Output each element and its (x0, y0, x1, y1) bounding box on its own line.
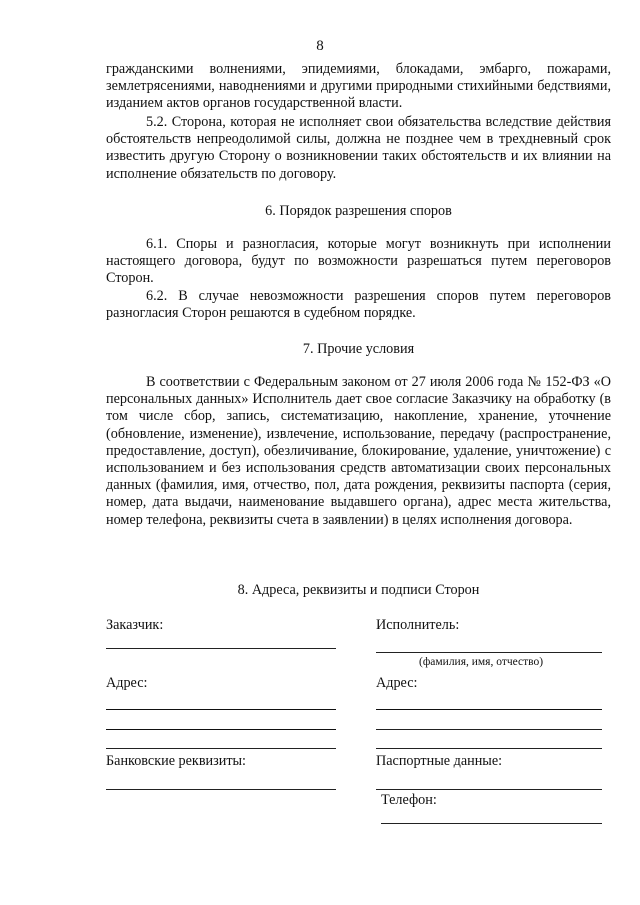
executor-label: Исполнитель: (376, 617, 460, 633)
executor-address-line-2[interactable] (376, 729, 602, 730)
section-8-title: 8. Адреса, реквизиты и подписи Сторон (237, 582, 480, 598)
personal-data-clause (106, 374, 611, 529)
section-7-title: 7. Прочие условия (302, 341, 415, 357)
clause-5-2-text: 5.2. Сторона, которая не исполняет свои обязательства вследствие действия обстоятельств непреодолимой силы, должна не позднее чем в трехдневный срок известить другую Сторону о возникновении таких обстоятельств и их влиянии на исполнение обязательств по договору. (106, 114, 611, 182)
bank-details-label: Банковские реквизиты: (106, 753, 246, 769)
customer-address-line-3[interactable] (106, 748, 336, 749)
section-6-title: 6. Порядок разрешения споров (265, 203, 452, 219)
phone-line[interactable] (381, 823, 602, 824)
clause-6-1 (106, 236, 611, 288)
customer-address-line-1[interactable] (106, 709, 336, 710)
customer-address-line-2[interactable] (106, 729, 336, 730)
executor-address-label: Адрес: (376, 675, 418, 691)
executor-address-line-1[interactable] (376, 709, 602, 710)
customer-label: Заказчик: (106, 617, 164, 633)
clause-6-1-text: 6.1. Споры и разногласия, которые могут возникнуть при исполнении настоящего договора, будут по возможности разрешаться путем переговоров Сторон. (106, 236, 611, 287)
passport-label: Паспортные данные: (376, 753, 503, 769)
clause-6-2 (106, 288, 611, 322)
force-majeure-text: гражданскими волнениями, эпидемиями, блокадами, эмбарго, пожарами, землетрясениями, наводнениями и другими природными стихийными бедствиями, изданием актов органов государственной власти. (106, 61, 611, 112)
passport-line[interactable] (376, 789, 602, 790)
executor-name-line[interactable] (376, 652, 602, 653)
executor-address-line-3[interactable] (376, 748, 602, 749)
force-majeure-continuation (106, 61, 611, 113)
page-number: 8 (316, 38, 324, 54)
customer-address-label: Адрес: (106, 675, 148, 691)
fio-caption: (фамилия, имя, отчество) (419, 656, 544, 668)
clause-6-2-text: 6.2. В случае невозможности разрешения споров путем переговоров разногласия Сторон решаются в судебном порядке. (106, 288, 611, 322)
bank-details-line[interactable] (106, 789, 336, 790)
personal-data-text: В соответствии с Федеральным законом от 27 июля 2006 года № 152-ФЗ «О персональных данных» Исполнитель дает свое согласие Заказчику на обработку (в том числе сбор, запись, систематизацию, накопление, хранение, уточнение (обновление, изменение), извлечение, использование, передачу (распространение, предоставление, доступ), обезличивание, блокирование, удаление, уничтожение) с использованием и без использования средств автоматизации своих персональных данных (фамилия, имя, отчество, пол, дата рождения, реквизиты паспорта (серия, номер, дата выдачи, наименование выдавшего органа), адрес места жительства, номер телефона, реквизиты счета в заявлении) в целях исполнения договора. (106, 374, 611, 528)
phone-label: Телефон: (381, 792, 437, 808)
clause-5-2 (106, 114, 611, 183)
customer-name-line[interactable] (106, 648, 336, 649)
